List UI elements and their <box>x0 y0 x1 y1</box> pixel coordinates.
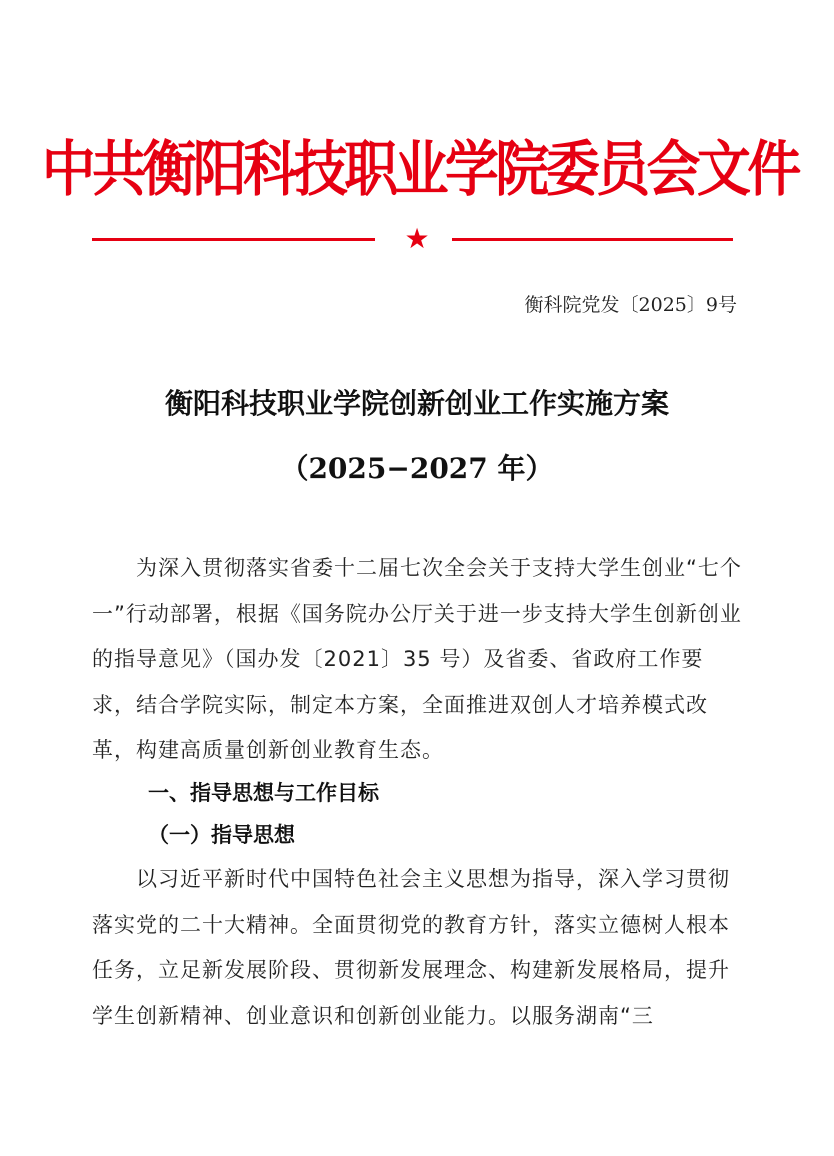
masthead-rule-left <box>92 238 375 241</box>
subsection-heading: （一）指导思想 <box>148 823 295 847</box>
document-title-line1: 衡阳科技职业学院创新创业工作实施方案 <box>164 387 669 420</box>
masthead-title: 中共衡阳科技职业学院委员会文件 <box>41 135 798 205</box>
document-title-line2: （2025−2027 年） <box>280 452 554 485</box>
star-icon: ★ <box>404 222 430 255</box>
section-heading: 一、指导思想与工作目标 <box>148 781 379 805</box>
guiding-paragraph: 以习近平新时代中国特色社会主义思想为指导，深入学习贯彻落实党的二十大精神。全面贯彻党的教育方针，落实立德树人根本任务，立足新发展阶段、贯彻新发展理念、构建新发展格局，提升学生创新精神、创业意识和创新创业能力。以服务湖南“三 <box>92 867 730 1028</box>
masthead-rule-right <box>452 238 733 241</box>
intro-paragraph: 为深入贯彻落实省委十二届七次全会关于支持大学生创业“七个一”行动部署，根据《国务院办公厅关于进一步支持大学生创新创业的指导意见》（国办发〔2021〕35 号）及省委、省政府工作要求，结合学院实际，制定本方案，全面推进双创人才培养模式改革，构建高质量创新创业教育生态。 <box>92 556 742 762</box>
document-number: 衡科院党发〔2025〕9号 <box>524 294 737 316</box>
